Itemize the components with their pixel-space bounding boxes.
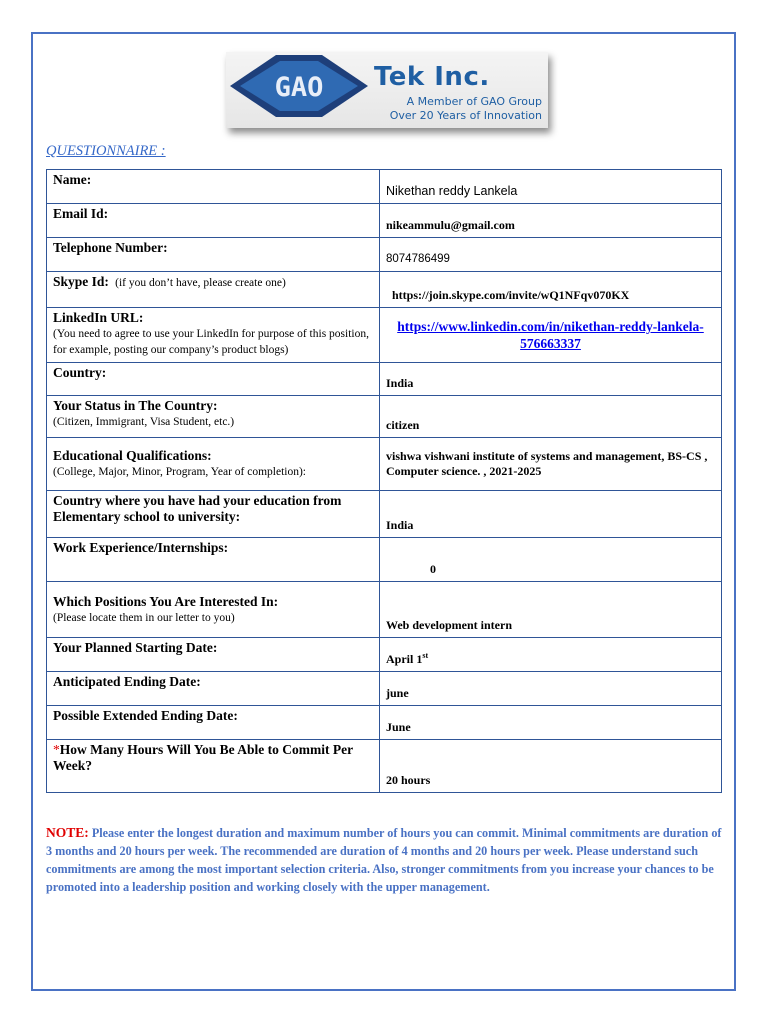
experience-value[interactable]: 0 xyxy=(430,562,436,576)
experience-label: Work Experience/Internships: xyxy=(53,540,229,555)
edu-country-value[interactable]: India xyxy=(386,518,414,532)
status-value[interactable]: citizen xyxy=(386,418,420,432)
education-hint: (College, Major, Minor, Program, Year of completion): xyxy=(53,466,306,478)
company-logo xyxy=(226,52,548,128)
education-value[interactable]: vishwa vishwani institute of systems and management, BS-CS , Computer science. , 2021-2025 xyxy=(386,449,708,478)
phone-label: Telephone Number: xyxy=(53,240,168,255)
edu-country-label: Country where you have had your education from Elementary school to university: xyxy=(53,493,342,524)
row-skype xyxy=(47,272,722,308)
note-text: Please enter the longest duration and maximum number of hours you can commit. Minimal commitments are duration of 3 months and 20 hours per week. The recommended are duration of 4 months and 20 hours per week. Please understand such commitments are among the most important selection criteria. Also, stronger commitments from you increase your chances to be promoted into a leadership position and working closely with the upper management. xyxy=(46,826,722,894)
logo-tagline-group: A Member of GAO Group xyxy=(406,95,542,108)
linkedin-hint: (You need to agree to use your LinkedIn for purpose of this position, for example, posting our company’s product blogs) xyxy=(53,328,369,356)
end-date-value[interactable]: june xyxy=(386,686,409,700)
country-value[interactable]: India xyxy=(386,376,414,390)
row-experience xyxy=(47,538,722,582)
logo-company-name: Tek Inc. xyxy=(374,62,490,92)
row-start-date xyxy=(47,638,722,672)
required-asterisk: * xyxy=(53,742,60,757)
skype-value[interactable]: https://join.skype.com/invite/wQ1NFqv070KX xyxy=(392,288,630,302)
note-paragraph xyxy=(46,824,722,896)
note-label: NOTE: xyxy=(46,825,89,840)
row-extended-end xyxy=(47,706,722,740)
status-hint: (Citizen, Immigrant, Visa Student, etc.) xyxy=(53,416,235,428)
phone-value[interactable]: 8074786499 xyxy=(386,253,450,265)
skype-hint: (if you don’t have, please create one) xyxy=(115,277,286,289)
row-email xyxy=(47,204,722,238)
extended-end-label: Possible Extended Ending Date: xyxy=(53,708,238,723)
hours-value[interactable]: 20 hours xyxy=(386,773,431,787)
row-edu-country xyxy=(47,491,722,538)
row-status xyxy=(47,396,722,438)
education-label: Educational Qualifications: xyxy=(53,448,212,463)
row-education xyxy=(47,438,722,491)
hours-label: How Many Hours Will You Be Able to Commit Per Week? xyxy=(53,742,353,773)
row-name xyxy=(47,170,722,204)
email-value[interactable]: nikeammulu@gmail.com xyxy=(386,218,515,232)
country-label: Country: xyxy=(53,365,107,380)
email-label: Email Id: xyxy=(53,206,109,221)
section-title: QUESTIONNAIRE : xyxy=(46,143,166,159)
row-hours xyxy=(47,740,722,793)
row-positions xyxy=(47,582,722,638)
linkedin-label: LinkedIn URL: xyxy=(53,310,144,325)
name-label: Name: xyxy=(53,172,92,187)
name-value[interactable]: Nikethan reddy Lankela xyxy=(386,184,518,198)
positions-value[interactable]: Web development intern xyxy=(386,618,512,632)
questionnaire-table xyxy=(46,169,722,793)
positions-hint: (Please locate them in our letter to you) xyxy=(53,611,235,624)
skype-label: Skype Id: xyxy=(53,274,109,289)
logo-mark-text: GAO xyxy=(274,72,324,103)
row-end-date xyxy=(47,672,722,706)
row-country xyxy=(47,363,722,396)
end-date-label: Anticipated Ending Date: xyxy=(53,674,201,689)
status-label: Your Status in The Country: xyxy=(53,398,218,413)
positions-label: Which Positions You Are Interested In: xyxy=(53,593,279,609)
start-date-value[interactable]: April 1st xyxy=(386,651,429,666)
extended-end-value[interactable]: June xyxy=(386,720,411,734)
row-linkedin xyxy=(47,308,722,363)
start-date-label: Your Planned Starting Date: xyxy=(53,640,218,655)
row-phone xyxy=(47,238,722,272)
linkedin-link-line2[interactable]: 576663337 xyxy=(520,336,581,351)
logo-tagline-innovation: Over 20 Years of Innovation xyxy=(389,109,542,122)
linkedin-link-line1[interactable]: https://www.linkedin.com/in/nikethan-reddy-lankela- xyxy=(397,319,704,334)
